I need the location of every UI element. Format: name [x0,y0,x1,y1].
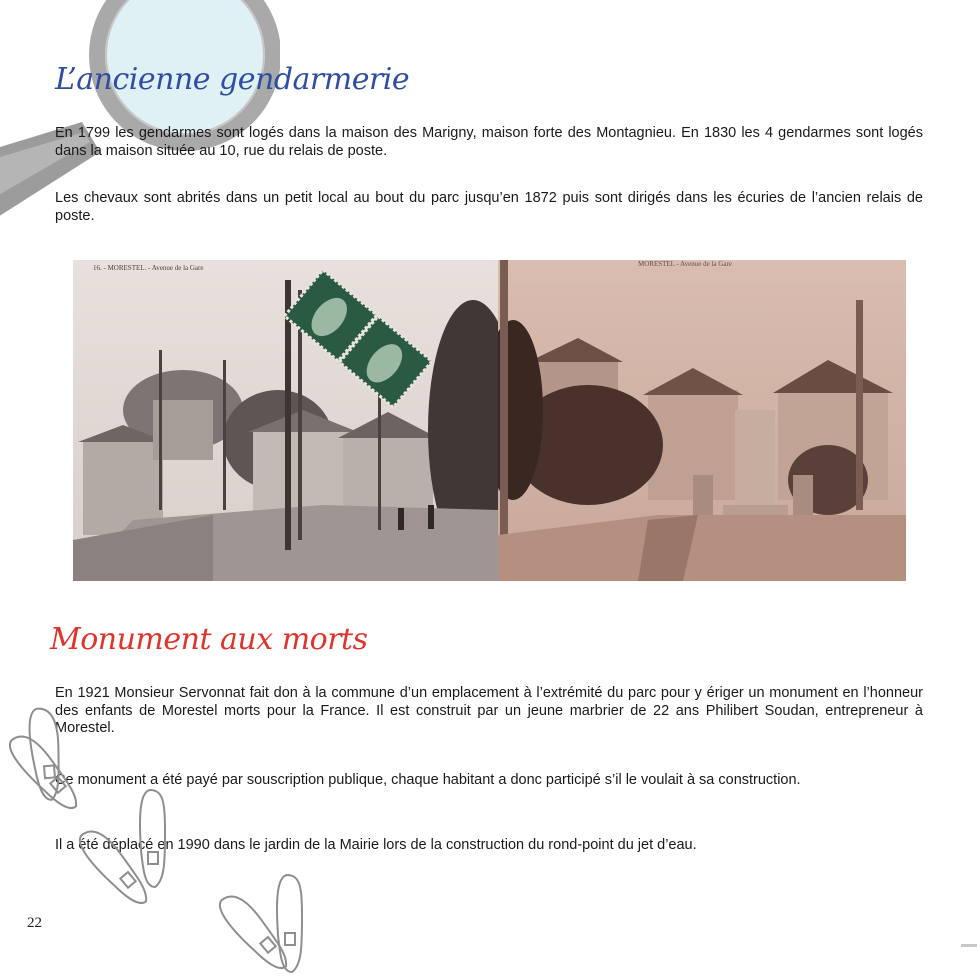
postcard-photo-avenue-de-la-gare [73,260,498,581]
photo-caption-right: MORESTEL - Avenue de la Gare [638,260,732,268]
corner-mark [961,944,977,947]
photo-caption-left: 16. - MORESTEL. - Avenue de la Gare [93,264,204,272]
section-title-gendarmerie: L’ancienne gendarmerie [55,62,410,97]
postcard-photo-monument [498,260,906,581]
page-number: 22 [27,915,42,931]
paragraph-deplacement: Il a été déplacé en 1990 dans le jardin de la Mairie lors de la construction du rond-point du jet d’eau. [55,837,697,853]
section-title-monument: Monument aux morts [50,622,368,657]
photo-strip [73,260,906,581]
paragraph-servonnat: En 1921 Monsieur Servonnat fait don à la commune d’un emplacement à l’extrémité du parc pour y ériger un monument en l’honneur des enfants de Morestel morts pour la France. Il est construit par un jeune marbrier de 22 ans Philibert Soudan, entrepreneur à Morestel. [55,685,923,736]
paragraph-chevaux: Les chevaux sont abrités dans un petit local au bout du parc jusqu’en 1872 puis sont dirigés dans les écuries de l’ancien relais de poste. [55,190,923,224]
paragraph-souscription: Ce monument a été payé par souscription publique, chaque habitant a donc participé s’il le voulait à sa construction. [55,772,801,788]
paragraph-gendarmes: En 1799 les gendarmes sont logés dans la maison des Marigny, maison forte des Montagnieu. En 1830 les 4 gendarmes sont logés dans la maison située au 10, rue du relais de poste. [55,125,923,159]
